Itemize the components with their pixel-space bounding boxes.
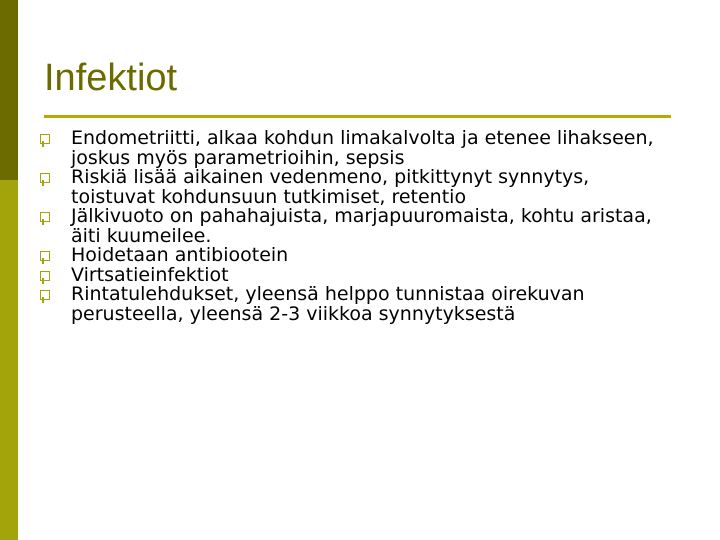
square-bullet-icon — [40, 134, 50, 144]
square-bullet-icon — [40, 251, 50, 261]
square-bullet-icon — [40, 212, 50, 222]
bullet-list — [38, 129, 678, 324]
left-accent-bar-dark — [0, 0, 18, 180]
list-item — [38, 246, 678, 266]
bullet-text: Virtsatieinfektiot — [71, 263, 229, 286]
square-bullet-icon — [40, 271, 50, 281]
slide-title: Infektiot — [44, 57, 178, 99]
bullet-text: Endometriitti, alkaa kohdun limakalvolta ja etenee lihakseen, joskus myös parametrioihin, sepsis — [71, 127, 654, 169]
list-item — [38, 207, 678, 246]
title-underline — [44, 115, 671, 118]
square-bullet-icon — [40, 290, 50, 300]
bullet-text: Hoidetaan antibiootein — [71, 244, 289, 266]
square-bullet-icon — [40, 173, 50, 183]
list-item — [38, 129, 678, 168]
list-item — [38, 168, 678, 207]
bullet-text: Riskiä lisää aikainen vedenmeno, pitkittynyt synnytys, toistuvat kohdunsuun tutkimiset, retentio — [71, 166, 590, 208]
bullet-text: Jälkivuoto on pahahajuista, marjapuuromaista, kohtu aristaa, äiti kuumeilee. — [71, 205, 652, 247]
left-accent-bar-light — [0, 180, 18, 540]
list-item — [38, 285, 678, 324]
bullet-text: Rintatulehdukset, yleensä helppo tunnistaa oirekuvan perusteella, yleensä 2-3 viikkoa synnytyksestä — [71, 283, 585, 325]
